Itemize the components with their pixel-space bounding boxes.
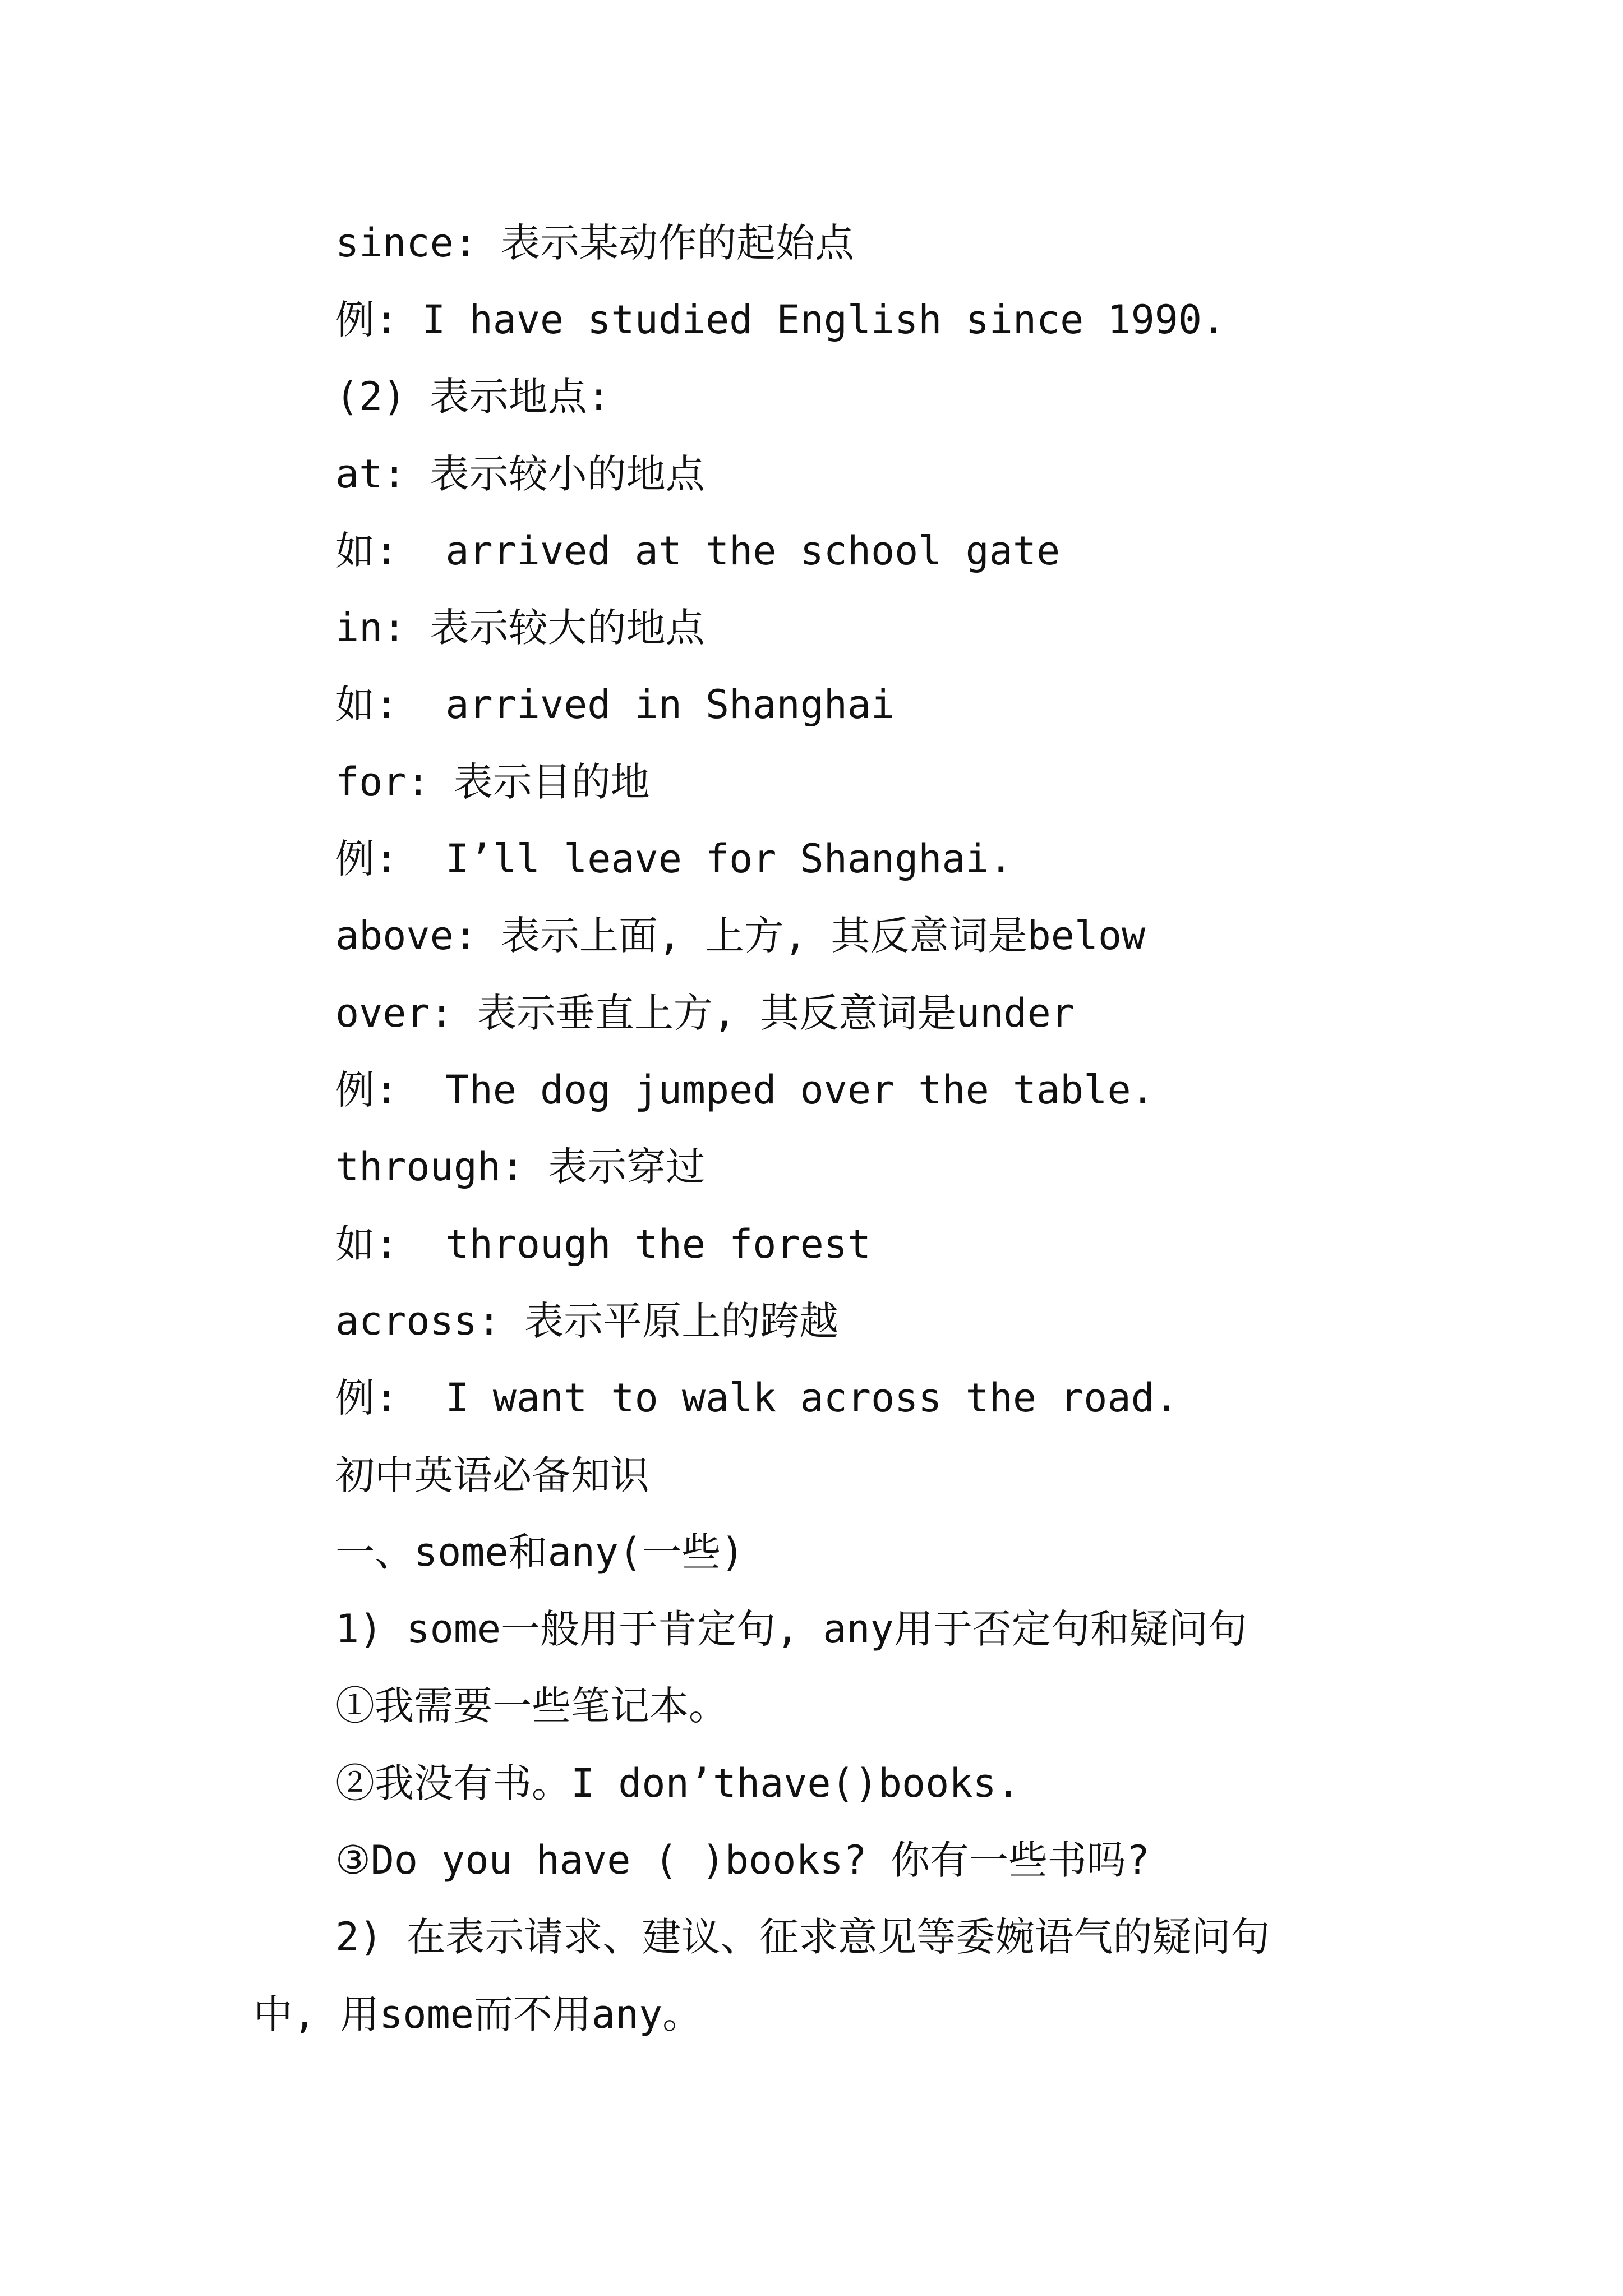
text-line-across-example: 例: I want to walk across the road. <box>335 1375 1178 1421</box>
text-line-at: at: 表示较小的地点 <box>335 451 705 497</box>
example-3: ③Do you have ( )books? 你有一些书吗? <box>335 1837 1150 1883</box>
text-line-through-example: 如: through the forest <box>335 1221 872 1267</box>
text-line-above: above: 表示上面, 上方, 其反意词是below <box>335 913 1146 959</box>
text-line-in-example: 如: arrived in Shanghai <box>335 682 895 728</box>
text-line-across: across: 表示平原上的跨越 <box>335 1298 839 1344</box>
subsection-heading-some-any: 一、some和any(一些) <box>335 1529 745 1575</box>
text-line-through: through: 表示穿过 <box>335 1144 706 1190</box>
text-line-place-heading: (2) 表示地点: <box>335 374 611 420</box>
text-line-for: for: 表示目的地 <box>335 759 650 805</box>
section-heading: 初中英语必备知识 <box>335 1452 649 1498</box>
rule-1: 1) some一般用于肯定句, any用于否定句和疑问句 <box>335 1606 1247 1652</box>
text-line-over-example: 例: The dog jumped over the table. <box>335 1067 1155 1113</box>
text-line-since: since: 表示某动作的起始点 <box>335 220 855 266</box>
text-line-for-example: 例: I’ll leave for Shanghai. <box>335 836 1013 882</box>
text-line-in: in: 表示较大的地点 <box>335 605 705 651</box>
text-line-since-example: 例: I have studied English since 1990. <box>335 297 1226 343</box>
rule-2-continuation: 中, 用some而不用any。 <box>253 1991 702 2037</box>
text-line-at-example: 如: arrived at the school gate <box>335 528 1061 574</box>
example-1: ①我需要一些笔记本。 <box>335 1683 728 1729</box>
rule-2: 2) 在表示请求、建议、征求意见等委婉语气的疑问句 <box>335 1914 1270 1960</box>
example-2: ②我没有书。I don’thave()books. <box>335 1760 1020 1806</box>
text-line-over: over: 表示垂直上方, 其反意词是under <box>335 990 1075 1036</box>
